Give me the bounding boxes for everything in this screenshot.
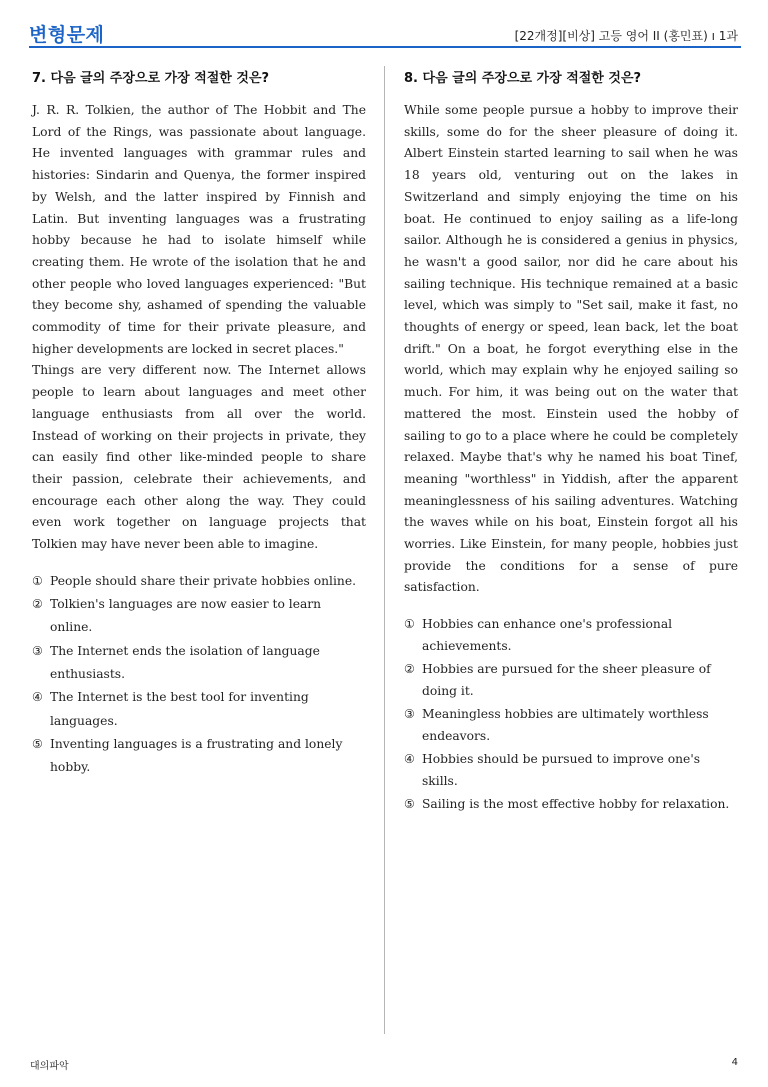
passage — [32, 100, 366, 556]
choice-text: Hobbies can enhance one's professional achievements. — [422, 617, 673, 653]
answer-choice[interactable] — [32, 733, 366, 780]
answer-choice[interactable] — [32, 570, 366, 593]
column-divider — [384, 66, 385, 1034]
question-title: 7. 다음 글의 주장으로 가장 적절한 것은? — [32, 71, 270, 86]
choice-number: ② — [32, 597, 43, 612]
answer-choices — [404, 613, 738, 817]
choice-text: Sailing is the most effective hobby for relaxation. — [422, 797, 730, 812]
passage — [404, 100, 738, 599]
choice-number: ⑤ — [32, 736, 43, 751]
choice-number: ③ — [32, 643, 43, 658]
choice-number: ① — [404, 617, 415, 632]
choice-text: Meaningless hobbies are ultimately worthless endeavors. — [422, 707, 709, 743]
choice-number: ③ — [404, 707, 415, 722]
answer-choice[interactable] — [404, 793, 738, 817]
header-divider — [29, 46, 741, 48]
choice-text: Inventing languages is a frustrating and lonely hobby. — [50, 736, 343, 775]
answer-choices — [32, 570, 366, 780]
answer-choice[interactable] — [404, 658, 738, 703]
footer-section-label: 대의파악 — [30, 1061, 69, 1072]
choice-number: ⑤ — [404, 797, 415, 812]
choice-number: ② — [404, 662, 415, 677]
course-info: [22개정][비상] 고등 영어 II (홍민표) ı 1과 — [514, 29, 738, 43]
passage-paragraph: While some people pursue a hobby to improve their skills, some do for the sheer pleasure of doing it. Albert Einstein started learning to sail when he was 18 years old, venturing out on the lakes in Switzerland and simply enjoying the time on his boat. He continued to enjoy sailing as a life-long sailor. Although he is considered a genius in physics, he wasn't a good sailor, nor did he care about his sailing technique. His technique remained at a basic level, which was simply to "Set sail, make it fast, no thoughts of energy or speed, lean back, let the boat drift." On a boat, he forgot everything else in the world, which may explain why he enjoyed sailing so much. For him, it was being out on the water that mattered the most. Einstein used the hobby of sailing to go to a place where he could be completely relaxed. Maybe that's why he named his boat Tinef, meaning "worthless" in Yiddish, after the apparent meaninglessness of his sailing adventures. Watching the waves while on his boat, Einstein forgot all his worries. Like Einstein, for many people, hobbies just provide the conditions for a sense of pure satisfaction. — [404, 103, 738, 595]
answer-choice[interactable] — [32, 593, 366, 640]
choice-text: The Internet ends the isolation of language enthusiasts. — [50, 643, 320, 681]
choice-text: The Internet is the best tool for inventing languages. — [50, 690, 309, 728]
answer-choice[interactable] — [32, 640, 366, 687]
choice-number: ④ — [404, 752, 415, 767]
answer-choice[interactable] — [404, 703, 738, 748]
answer-choice[interactable] — [404, 613, 738, 658]
answer-choice[interactable] — [404, 748, 738, 793]
choice-text: People should share their private hobbies online. — [50, 573, 357, 588]
choice-number: ④ — [32, 690, 43, 705]
passage-paragraph: Things are very different now. The Internet allows people to learn about languages and meet other language enthusiasts from all over the world. Instead of working on their projects in private, they can easily find other like-minded people to share their passion, celebrate their achievements, and encourage each other along the way. They could even work together on language projects that Tolkien may have never been able to imagine. — [32, 363, 366, 552]
answer-choice[interactable] — [32, 686, 366, 733]
choice-text: Tolkien's languages are now easier to learn online. — [50, 597, 322, 635]
page-header-title: 변형문제 — [29, 24, 105, 46]
choice-text: Hobbies should be pursued to improve one's skills. — [422, 752, 701, 788]
question-title: 8. 다음 글의 주장으로 가장 적절한 것은? — [404, 71, 642, 86]
choice-text: Hobbies are pursued for the sheer pleasure of doing it. — [422, 662, 711, 698]
page-number: 4 — [731, 1057, 738, 1068]
question-7 — [32, 70, 366, 779]
choice-number: ① — [32, 573, 43, 588]
question-8 — [404, 70, 738, 817]
passage-paragraph: J. R. R. Tolkien, the author of The Hobbit and The Lord of the Rings, was passionate about language. He invented languages with grammar rules and histories: Sindarin and Quenya, the former inspired by Welsh, and the latter inspired by Finnish and Latin. But inventing languages was a frustrating hobby because he had to isolate himself while creating them. He wrote of the isolation that he and other people who loved languages experienced: "But they become shy, ashamed of spending the valuable commodity of time for their private pleasure, and higher developments are locked in secret places." — [32, 103, 366, 356]
